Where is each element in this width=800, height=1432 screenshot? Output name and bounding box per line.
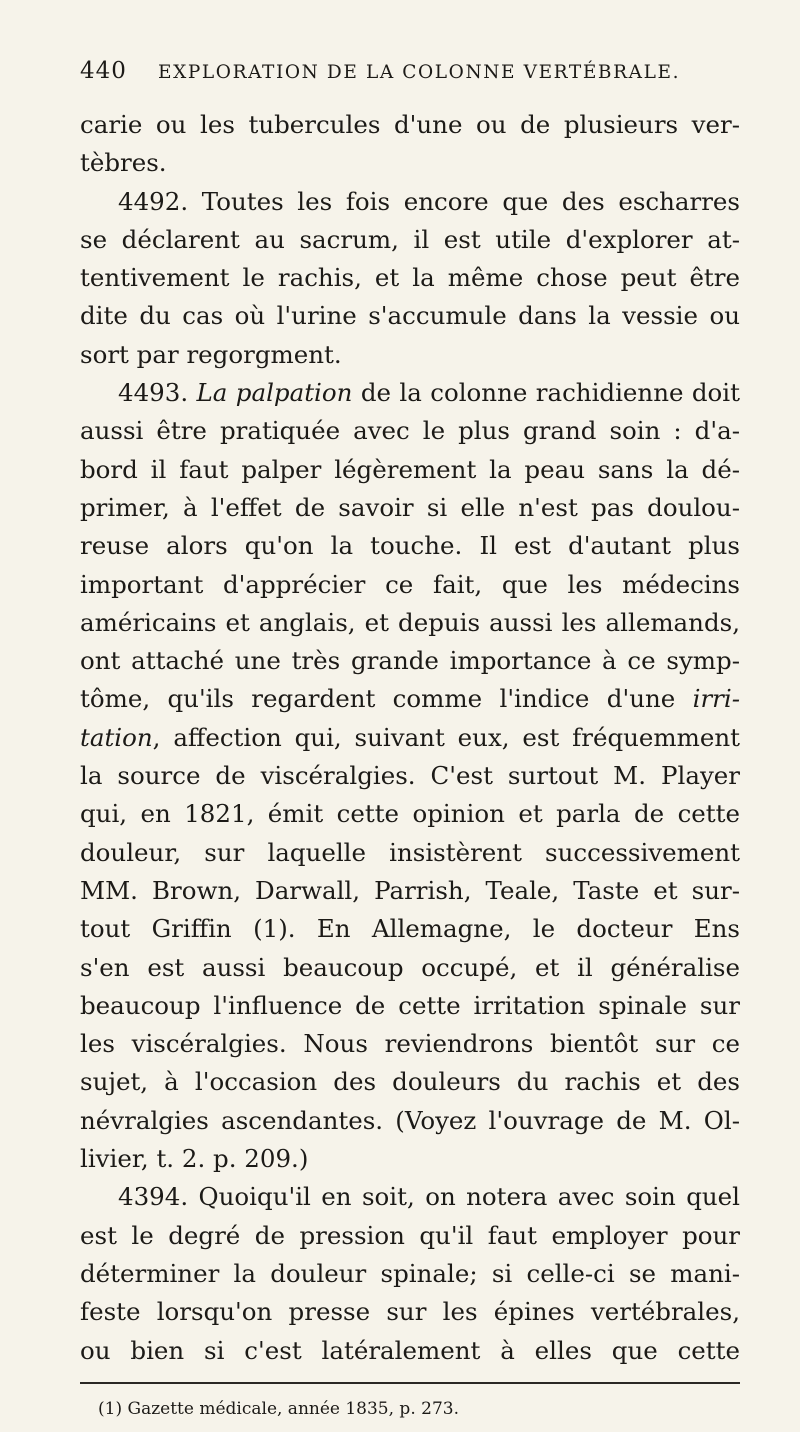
- text-line: névralgies ascendantes. (Voyez l'ouvrage de M. Ol-: [80, 1105, 740, 1135]
- text-line: tentivement le rachis, et la même chose peut être: [80, 263, 740, 293]
- text-line: tout Griffin (1). En Allemagne, le docteur Ens: [80, 914, 740, 944]
- paragraph-4394-start: 4394. Quoiqu'il en soit, on notera avec soin quel: [118, 1182, 740, 1212]
- text-line: feste lorsqu'on presse sur les épines vertébrales,: [80, 1297, 740, 1327]
- text-line: est le degré de pression qu'il faut employer pour: [80, 1220, 740, 1250]
- text-line: reuse alors qu'on la touche. Il est d'autant plus: [80, 531, 740, 561]
- page-number: 440: [80, 58, 127, 84]
- text-line: ou bien si c'est latéralement à elles que cette: [80, 1335, 740, 1365]
- text-line: tation, affection qui, suivant eux, est fréquemment: [80, 722, 740, 752]
- text-line: MM. Brown, Darwall, Parrish, Teale, Taste et sur-: [80, 875, 740, 905]
- italic-term: tation: [80, 722, 153, 752]
- text-line: qui, en 1821, émit cette opinion et parla de cette: [80, 799, 740, 829]
- running-title: EXPLORATION DE LA COLONNE VERTÉBRALE.: [158, 62, 681, 83]
- text-line: primer, à l'effet de savoir si elle n'est pas doulou-: [80, 492, 740, 522]
- text-line: la source de viscéralgies. C'est surtout M. Player: [80, 761, 740, 791]
- text-line: tèbres.: [80, 148, 167, 178]
- text-line: aussi être pratiquée avec le plus grand soin : d'a-: [80, 416, 740, 446]
- text-line: dite du cas où l'urine s'accumule dans la vessie ou: [80, 301, 740, 331]
- text-line: tôme, qu'ils regardent comme l'indice d'une irri-: [80, 684, 740, 714]
- body-text: [80, 106, 740, 1370]
- italic-term: irri-: [692, 684, 740, 714]
- text-line: ont attaché une très grande importance à ce symp-: [80, 646, 740, 676]
- text-line: bord il faut palper légèrement la peau sans la dé-: [80, 454, 740, 484]
- text-line: beaucoup l'influence de cette irritation spinale sur: [80, 990, 740, 1020]
- text-line: douleur, sur laquelle insistèrent successivement: [80, 837, 740, 867]
- text-line: sort par regorgment.: [80, 339, 342, 369]
- text-line: américains et anglais, et depuis aussi les allemands,: [80, 607, 740, 637]
- text-line: les viscéralgies. Nous reviendrons bientôt sur ce: [80, 1029, 740, 1059]
- text-line: déterminer la douleur spinale; si celle-ci se mani-: [80, 1258, 740, 1288]
- book-page: [80, 58, 740, 1420]
- text-line: important d'apprécier ce fait, que les médecins: [80, 569, 740, 599]
- footnote-rule: [80, 1382, 740, 1384]
- text-line: sujet, à l'occasion des douleurs du rachis et des: [80, 1067, 740, 1097]
- text-line: carie ou les tubercules d'une ou de plusieurs ver-: [80, 110, 740, 139]
- text-line: s'en est aussi beaucoup occupé, et il généralise: [80, 952, 740, 982]
- paragraph-4493-start: 4493. La palpation de la colonne rachidienne doit: [118, 378, 740, 408]
- text-line: se déclarent au sacrum, il est utile d'explorer at-: [80, 224, 740, 254]
- italic-term: La palpation: [196, 378, 353, 408]
- text-line: livier, t. 2. p. 209.): [80, 1144, 309, 1174]
- running-head: [80, 58, 740, 96]
- footnote: (1) Gazette médicale, année 1835, p. 273.: [98, 1398, 459, 1419]
- paragraph-4492-start: 4492. Toutes les fois encore que des escharres: [118, 186, 740, 216]
